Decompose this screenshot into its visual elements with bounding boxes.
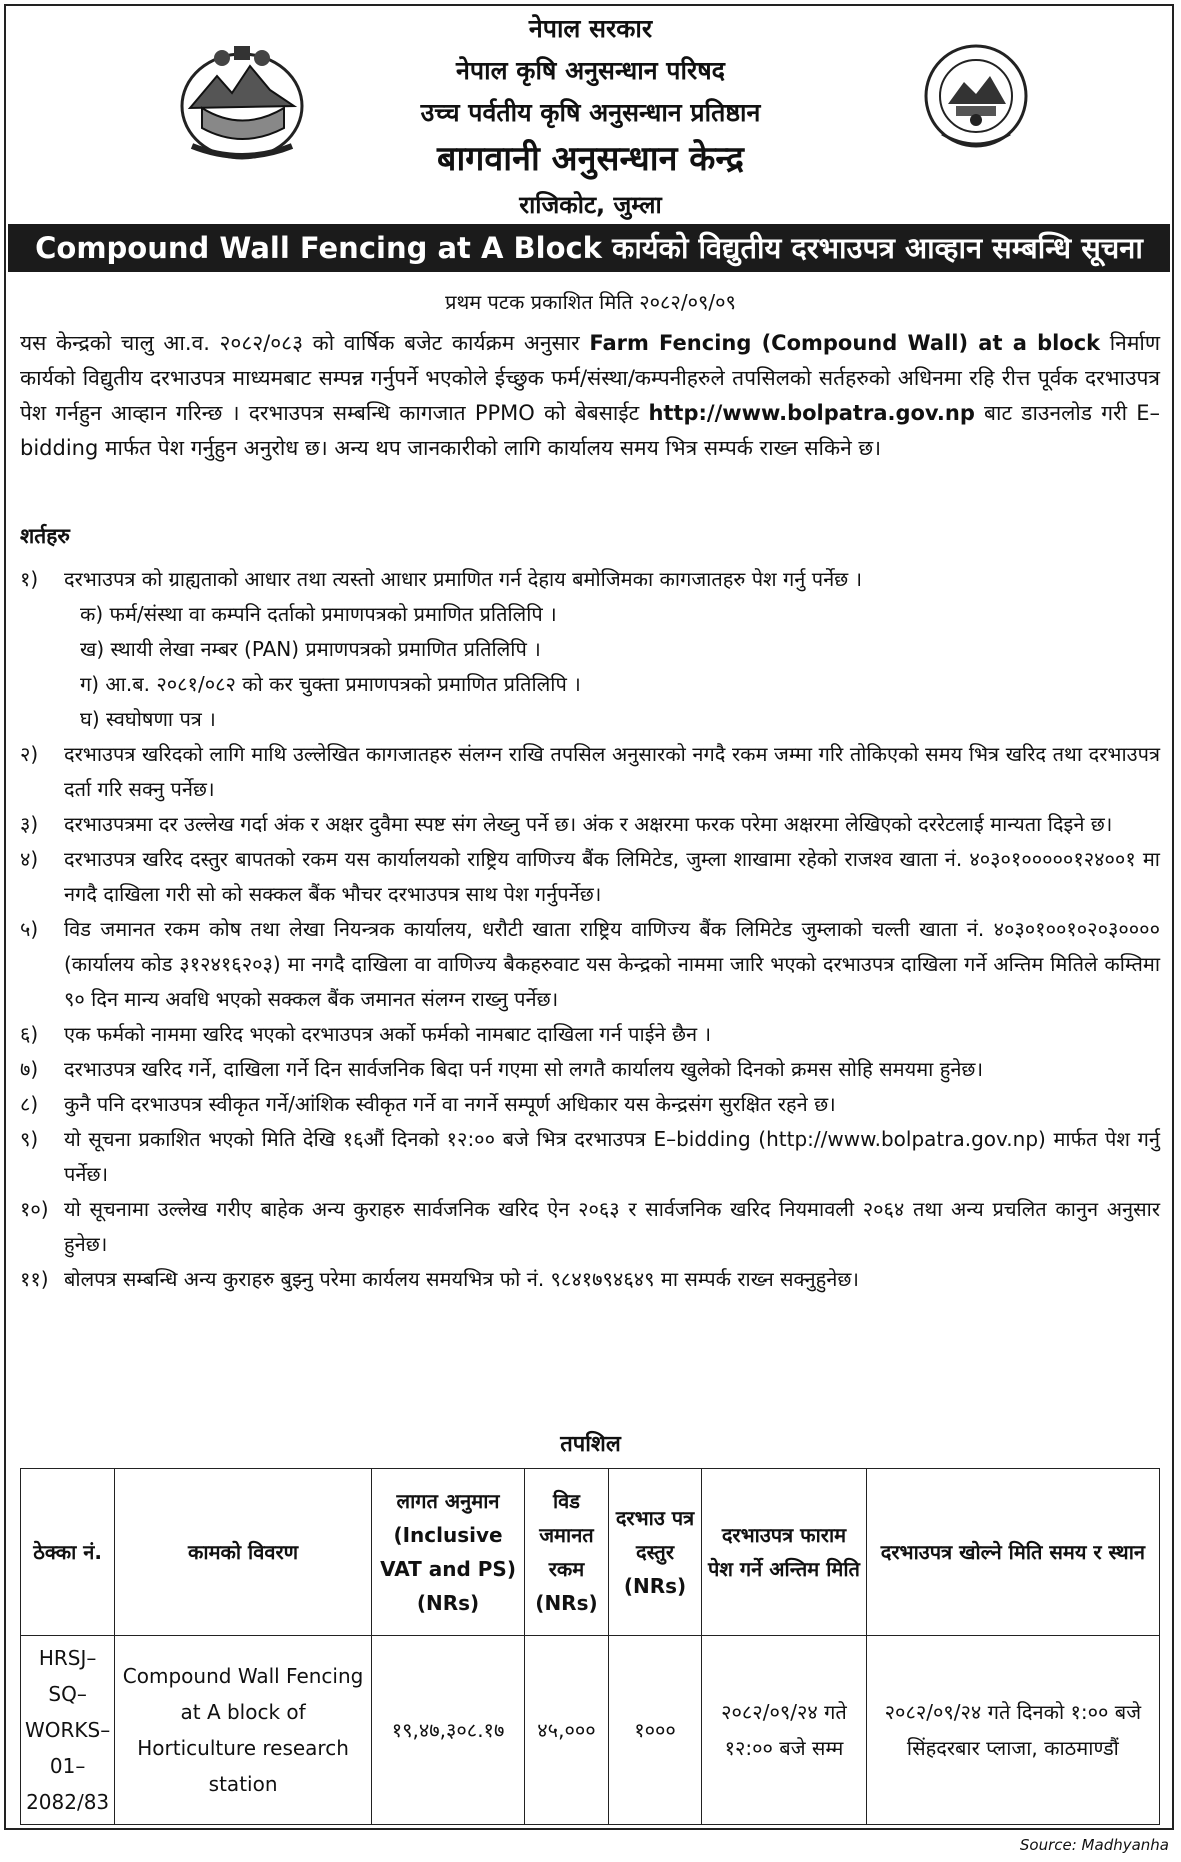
term-text: यो सूचना प्रकाशित भएको मिति देखि १६औं दिनको १२:०० बजे भित्र दरभाउपत्र E–bidding (http://www.bolpatra.gov.np) मार्फत पेश गर्नु पर्नेछ। — [64, 1127, 1160, 1186]
term-number: १०) — [20, 1197, 49, 1221]
term-number: ५) — [20, 917, 39, 941]
term-text: दरभाउपत्र खरिदको लागि माथि उल्लेखित कागजातहरु संलग्न राखि तपसिल अनुसारको नगदै रकम जम्मा गरि तोकिएको समय भित्र खरिद तथा दरभाउपत्र दर्ता गरि सक्नु पर्नेछ। — [64, 742, 1160, 801]
term-number: ८) — [20, 1092, 39, 1116]
term-item — [20, 1192, 1160, 1262]
subterm-item: घ) स्वघोषणा पत्र । — [80, 707, 216, 731]
column-header: दरभाउ पत्र दस्तुर (NRs) — [608, 1469, 701, 1636]
term-text: बोलपत्र सम्बन्धि अन्य कुराहरु बुझ्नु परेमा कार्यलय समयभित्र फो नं. ९८४१७९४६४९ मा सम्पर्क राख्न सक्नुहुनेछ। — [64, 1267, 859, 1291]
term-number: ९) — [20, 1127, 39, 1151]
intro-text-1: यस केन्द्रको चालु आ.व. २०८२/०८३ को वार्षिक बजेट कार्यक्रम अनुसार — [20, 331, 590, 355]
table-cell: २०८२/०९/२४ गते १२:०० बजे सम्म — [702, 1636, 867, 1825]
intro-project-name: Farm Fencing (Compound Wall) at a block — [589, 331, 1101, 355]
term-text: दरभाउपत्रमा दर उल्लेख गर्दा अंक र अक्षर दुवैमा स्पष्ट संग लेख्नु पर्ने छ। अंक र अक्षरमा फरक परेमा अक्षरमा लेखिएको दररेटलाई मान्यता दिइने छ। — [64, 812, 1113, 836]
term-item — [20, 1017, 1160, 1052]
term-text: दरभाउपत्र को ग्राह्यताको आधार तथा त्यस्तो आधार प्रमाणित गर्न देहाय बमोजिमका कागजातहरु पेश गर्नु पर्नेछ । — [64, 567, 863, 591]
terms-heading: शर्तहरु — [20, 524, 70, 548]
term-number: १) — [20, 567, 39, 591]
term-item — [20, 807, 1160, 842]
column-header: विड जमानत रकम (NRs) — [525, 1469, 609, 1636]
table-cell: २०८२/०९/२४ गते दिनको १:०० बजे सिंहदरबार प्लाजा, काठमाण्डौं — [866, 1636, 1159, 1825]
intro-text-2: निर्माण कार्यको विद्युतीय दरभाउपत्र माध्यमबाट सम्पन्न गर्नुपर्ने भएकोले ईच्छुक फर्म/संस्था/कम्पनीहरुले तपसिलको सर्तहरुको अधिनमा रहि रीत्त पूर्वक दरभाउपत्र पेश गर्नहुन आव्हान गरिन्छ । दरभाउपत्र सम्बन्धि कागजात PPMO को बेबसाईट — [20, 331, 1160, 425]
term-text: विड जमानत रकम कोष तथा लेखा नियन्त्रक कार्यालय, धरौटी खाता राष्ट्रिय वाणिज्य बैंक लिमिटेड जुम्लाको चल्ती खाता नं. ४०३०१००१०२०३०००० (कार्यालय कोड ३१२४१६२०३) मा नगदै दाखिला वा वाणिज्य बैकहरुवाट यस केन्द्रको नाममा जारि भएको दरभाउपत्र दाखिला गर्ने अन्तिम मितिले कम्तिमा ९० दिन मान्य अवधि भएको सक्कल बैंक जमानत संलग्न राख्नु पर्नेछ। — [64, 917, 1160, 1011]
header-line-3: उच्च पर्वतीय कृषि अनुसन्धान प्रतिष्ठान — [420, 98, 761, 127]
term-text: एक फर्मको नाममा खरिद भएको दरभाउपत्र अर्को फर्मको नामबाट दाखिला गर्न पाईने छैन । — [64, 1022, 712, 1046]
term-item — [20, 1087, 1160, 1122]
table-cell: ४५,००० — [525, 1636, 609, 1825]
term-number: ७) — [20, 1057, 39, 1081]
schedule-heading: तपशिल — [560, 1432, 621, 1457]
term-number: ३) — [20, 812, 39, 836]
term-text: कुनै पनि दरभाउपत्र स्वीकृत गर्ने/आंशिक स्वीकृत गर्ने वा नगर्ने सम्पूर्ण अधिकार यस केन्द्रसंग सुरक्षित रहने छ। — [64, 1092, 836, 1116]
column-header: दरभाउपत्र फाराम पेश गर्ने अन्तिम मिति — [702, 1469, 867, 1636]
term-item — [20, 1262, 1160, 1297]
table-cell: Compound Wall Fencing at A block of Horticulture research station — [115, 1636, 372, 1825]
term-text: यो सूचनामा उल्लेख गरीए बाहेक अन्य कुराहरु सार्वजनिक खरिद ऐन २०६३ र सार्वजनिक खरिद नियमावली २०६४ तथा अन्य प्रचलित कानुन अनुसार हुनेछ। — [64, 1197, 1160, 1256]
term-number: २) — [20, 742, 39, 766]
term-number: ११) — [20, 1267, 49, 1291]
header-line-1: नेपाल सरकार — [528, 14, 653, 43]
term-item — [20, 737, 1160, 807]
table-cell: १००० — [608, 1636, 701, 1825]
terms-list — [20, 562, 1160, 1297]
header — [0, 8, 1181, 226]
header-line-4: बागवानी अनुसन्धान केन्द्र — [437, 139, 744, 179]
term-number: ६) — [20, 1022, 39, 1046]
subterm-item: क) फर्म/संस्था वा कम्पनि दर्ताको प्रमाणपत्रको प्रमाणित प्रतिलिपि । — [80, 602, 557, 626]
intro-text-3: बाट डाउनलोड गरी E–bidding मार्फत पेश गर्नुहुन अनुरोध छ। अन्य थप जानकारीको लागि कार्यालय समय भित्र सम्पर्क राख्न सकिने छ। — [20, 401, 1160, 460]
term-text: दरभाउपत्र खरिद दस्तुर बापतको रकम यस कार्यालयको राष्ट्रिय वाणिज्य बैंक लिमिटेड, जुम्ला शाखामा रहेको राजश्व खाता नं. ४०३०१०००००१२४००१ मा नगदै दाखिला गरी सो को सक्कल बैंक भौचर दरभाउपत्र साथ पेश गर्नुपर्नेछ। — [64, 847, 1160, 906]
column-header: लागत अनुमान (Inclusive VAT and PS) (NRs) — [371, 1469, 524, 1636]
subterm-item: ख) स्थायी लेखा नम्बर (PAN) प्रमाणपत्रको प्रमाणित प्रतिलिपि । — [80, 637, 541, 661]
intro-paragraph — [20, 326, 1160, 466]
term-text: दरभाउपत्र खरिद गर्ने, दाखिला गर्ने दिन सार्वजनिक बिदा पर्न गएमा सो लगतै कार्यालय खुलेको दिनको क्रमस सोहि समयमा हुनेछ। — [64, 1057, 984, 1081]
schedule-table — [20, 1468, 1160, 1825]
column-header: दरभाउपत्र खोल्ने मिति समय र स्थान — [866, 1469, 1159, 1636]
term-item — [20, 1122, 1160, 1192]
table-cell: HRSJ–SQ–WORKS–01–2082/83 — [21, 1636, 115, 1825]
source-credit: Source: Madhyanha — [1019, 1836, 1169, 1854]
table-row — [21, 1636, 1160, 1825]
header-line-5: राजिकोट, जुम्ला — [519, 191, 662, 219]
term-item — [20, 842, 1160, 912]
header-line-2: नेपाल कृषि अनुसन्धान परिषद — [456, 56, 725, 85]
term-number: ४) — [20, 847, 39, 871]
column-header: ठेक्का नं. — [21, 1469, 115, 1636]
published-date: प्रथम पटक प्रकाशित मिति २०८२/०९/०९ — [445, 290, 736, 314]
column-header: कामको विवरण — [115, 1469, 372, 1636]
term-item — [20, 912, 1160, 1017]
term-item — [20, 562, 1160, 597]
table-cell: १९,४७,३०८.१७ — [371, 1636, 524, 1825]
subterm-item: ग) आ.ब. २०८१/०८२ को कर चुक्ता प्रमाणपत्रको प्रमाणित प्रतिलिपि । — [80, 672, 581, 696]
table-header-row — [21, 1469, 1160, 1636]
term-item — [20, 1052, 1160, 1087]
intro-url-link[interactable]: http://www.bolpatra.gov.np — [648, 401, 975, 425]
notice-title: Compound Wall Fencing at A Block कार्यको विद्युतीय दरभाउपत्र आव्हान सम्बन्धि सूचना — [8, 224, 1170, 272]
